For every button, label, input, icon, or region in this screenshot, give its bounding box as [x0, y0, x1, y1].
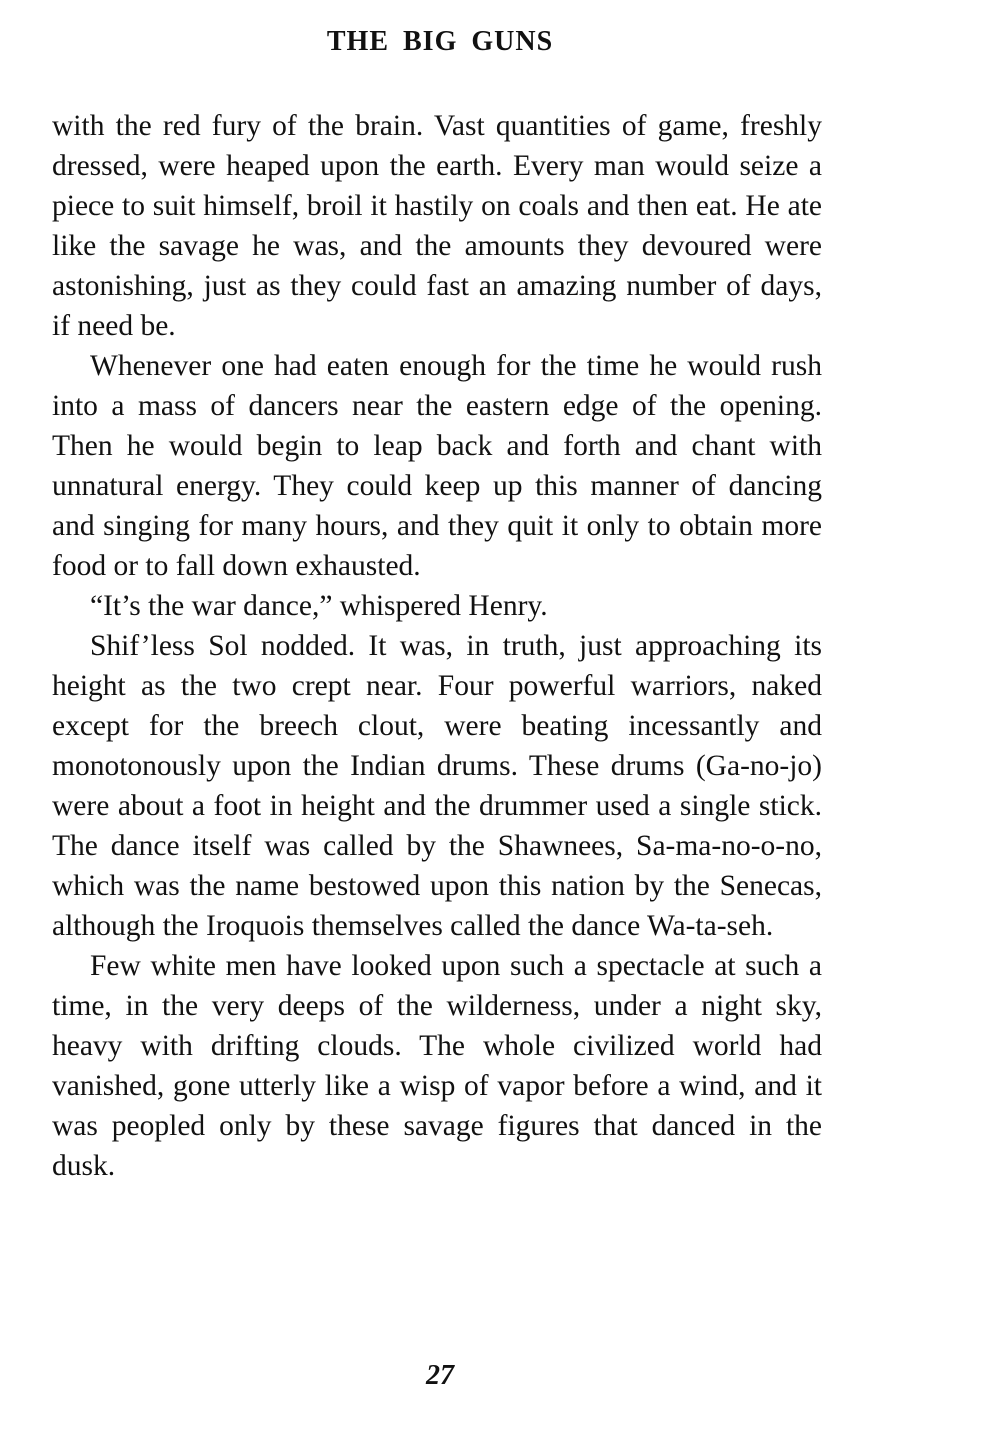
paragraph-continued: with the red fury of the brain. Vast quantities of game, freshly dressed, were heaped upon the earth. Every man would seize a piece to suit himself, broil it hastily on coals and then eat. He ate like the savage he was, and the amounts they devoured were astonishing, just as they could fast an amazing number of days, if need be.	[52, 110, 822, 342]
running-head: THE BIG GUNS	[326, 26, 554, 57]
paragraph: Shif’less Sol nodded. It was, in truth, just approaching its height as the two crept near. Four powerful warriors, naked except for the breech clout, were beating incessantly and monotonously upon the Indian drums. These drums (Ga-no-jo) were about a foot in height and the drummer used a single stick. The dance itself was called by the Shawnees, Sa-ma-no-o-no, which was the name bestowed upon this nation by the Senecas, although the Iroquois themselves called the dance Wa-ta-seh.	[52, 630, 822, 942]
paragraph: Few white men have looked upon such a spectacle at such a time, in the very deeps of the wilderness, under a night sky, heavy with drifting clouds. The whole civilized world had vanished, gone utterly like a wisp of vapor before a wind, and it was peopled only by these savage figures that danced in the dusk.	[52, 950, 822, 1182]
paragraph: Whenever one had eaten enough for the time he would rush into a mass of dancers near the eastern edge of the opening. Then he would begin to leap back and forth and chant with unnatural energy. They could keep up this manner of dancing and singing for many hours, and they quit it only to obtain more food or to fall down exhausted.	[52, 350, 822, 582]
page-number: 27	[426, 1360, 454, 1391]
body-text	[52, 106, 822, 1186]
paragraph-dialogue: “It’s the war dance,” whispered Henry.	[90, 590, 548, 622]
